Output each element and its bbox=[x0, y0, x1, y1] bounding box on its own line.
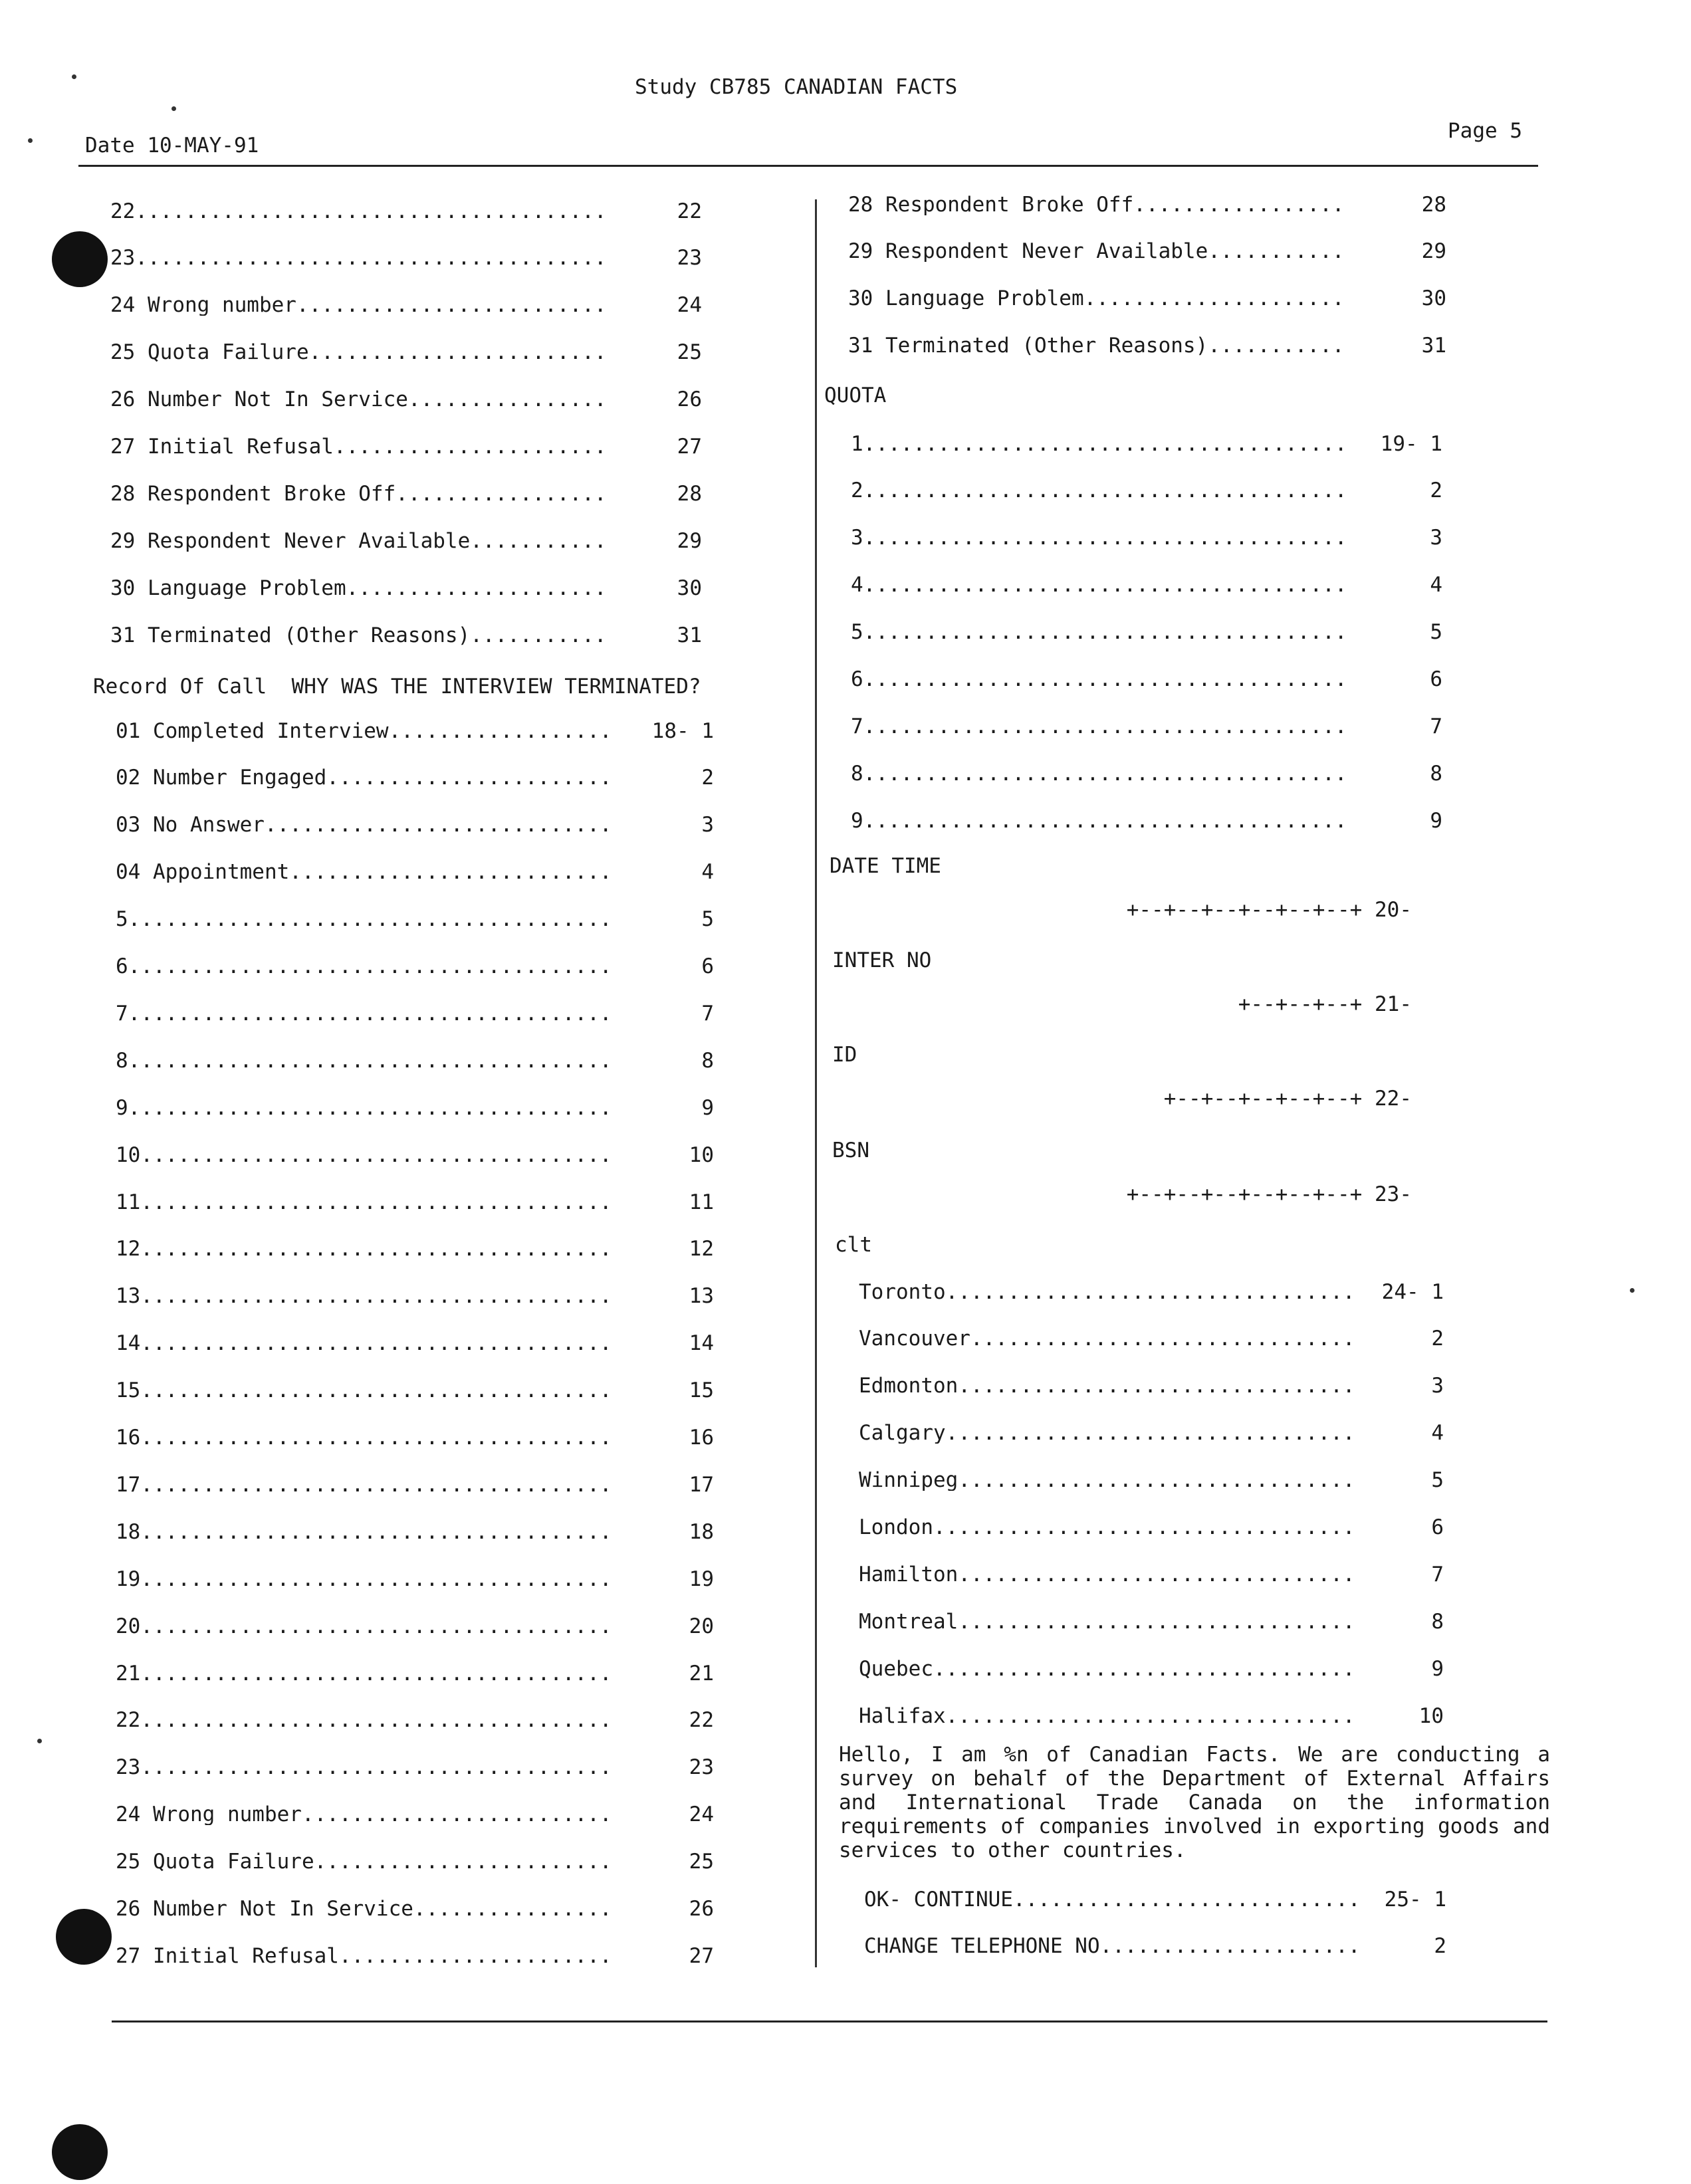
record-of-call-row-code: 22 bbox=[689, 1708, 714, 1733]
city-row bbox=[859, 1561, 1444, 1588]
city-row bbox=[859, 1656, 1444, 1682]
record-of-call-row bbox=[116, 1047, 714, 1074]
dot-leader: ............................... bbox=[970, 1329, 1355, 1350]
dot-leader: ...................................... bbox=[140, 1333, 612, 1355]
record-of-call-row-code: 17 bbox=[689, 1472, 714, 1497]
dot-leader: ....................... bbox=[326, 768, 612, 789]
quota-row-code: 6 bbox=[1430, 667, 1442, 691]
record-of-call-row-code: 20 bbox=[689, 1614, 714, 1638]
quota-row-label: 8....................................... bbox=[851, 764, 1356, 784]
quota-row bbox=[851, 667, 1442, 693]
city-row-label: Montreal................................ bbox=[859, 1612, 1364, 1632]
record-of-call-row-label: 26 Number Not In Service................ bbox=[116, 1899, 621, 1919]
quota-row-code: 9 bbox=[1430, 808, 1442, 833]
record-of-call-row-code: 19 bbox=[689, 1567, 714, 1591]
page-number: Page 5 bbox=[1448, 119, 1522, 143]
record-of-call-row-code: 27 bbox=[689, 1943, 714, 1968]
city-row-label: Hamilton................................ bbox=[859, 1565, 1364, 1585]
response-row-code: 28 bbox=[1421, 192, 1446, 217]
record-of-call-row bbox=[116, 718, 714, 744]
response-row bbox=[110, 198, 702, 225]
record-of-call-row-label: 5....................................... bbox=[116, 909, 621, 930]
city-row-code: 10 bbox=[1418, 1703, 1444, 1728]
dot-leader: ....................................... bbox=[128, 1097, 612, 1119]
dot-leader: ..................... bbox=[1099, 1936, 1361, 1957]
record-of-call-row-label: 21...................................... bbox=[116, 1664, 621, 1684]
record-of-call-row bbox=[116, 1425, 714, 1452]
dot-leader: ...................................... bbox=[140, 1145, 612, 1166]
record-of-call-row-label: 18...................................... bbox=[116, 1522, 621, 1543]
response-row-code: 30 bbox=[1421, 286, 1446, 311]
response-row-label: 25 Quota Failure........................ bbox=[110, 342, 616, 363]
id-boxes: +--+--+--+--+--+ 22- bbox=[1163, 1087, 1412, 1111]
dot-leader: ....................................... bbox=[863, 763, 1347, 784]
quota-row-code: 4 bbox=[1430, 573, 1442, 598]
record-of-call-row-code: 2 bbox=[701, 766, 714, 790]
record-of-call-row-code: 8 bbox=[701, 1048, 714, 1073]
city-row-code: 8 bbox=[1431, 1609, 1444, 1634]
record-of-call-row-code: 11 bbox=[689, 1190, 714, 1214]
response-row bbox=[110, 292, 702, 319]
city-row-code: 6 bbox=[1431, 1515, 1444, 1539]
city-row-label: Edmonton................................ bbox=[859, 1376, 1364, 1396]
record-of-call-row-label: 12...................................... bbox=[116, 1239, 621, 1259]
dot-leader: ...................................... bbox=[140, 1569, 612, 1590]
dot-leader: ....................................... bbox=[863, 481, 1347, 502]
quota-row-code: 19- 1 bbox=[1380, 431, 1442, 456]
record-of-call-row-label: 22...................................... bbox=[116, 1710, 621, 1731]
dot-leader: ....................................... bbox=[863, 716, 1347, 737]
continue-row-label: OK- CONTINUE............................ bbox=[864, 1890, 1369, 1910]
dot-leader: ...................................... bbox=[140, 1239, 612, 1260]
dot-leader: ...................................... bbox=[140, 1192, 612, 1213]
dot-leader: ....................................... bbox=[863, 528, 1347, 549]
record-of-call-row-label: 24 Wrong number......................... bbox=[116, 1804, 621, 1825]
record-of-call-row-code: 3 bbox=[701, 813, 714, 837]
record-of-call-row-code: 6 bbox=[701, 954, 714, 978]
dot-leader: ................................. bbox=[945, 1423, 1355, 1444]
scan-speck bbox=[28, 138, 33, 143]
dot-leader: ................................ bbox=[958, 1376, 1355, 1397]
dot-leader: ................................ bbox=[958, 1470, 1355, 1491]
city-row-label: London.................................. bbox=[859, 1517, 1364, 1538]
footer-rule bbox=[112, 2020, 1547, 2022]
record-of-call-row bbox=[116, 1189, 714, 1216]
record-of-call-row-label: 14...................................... bbox=[116, 1333, 621, 1354]
record-of-call-row-code: 24 bbox=[689, 1802, 714, 1827]
dot-leader: ...................................... bbox=[140, 1380, 612, 1402]
punch-hole-middle bbox=[56, 1909, 112, 1965]
response-row-label: 31 Terminated (Other Reasons)........... bbox=[110, 625, 616, 646]
record-of-call-row bbox=[116, 1142, 714, 1168]
dot-leader: ......................... bbox=[301, 1804, 612, 1826]
dot-leader: ...................................... bbox=[135, 201, 607, 222]
header-rule bbox=[78, 165, 1538, 167]
dot-leader: ....................................... bbox=[128, 956, 612, 977]
quota-row bbox=[851, 713, 1442, 740]
continue-row bbox=[864, 1933, 1446, 1960]
record-of-call-row bbox=[116, 1707, 714, 1734]
city-row-code: 2 bbox=[1431, 1327, 1444, 1351]
record-of-call-row-code: 4 bbox=[701, 860, 714, 885]
quota-row bbox=[851, 431, 1442, 457]
continue-row-code: 2 bbox=[1434, 1934, 1446, 1959]
dot-leader: .......................... bbox=[289, 862, 612, 883]
response-row-code: 27 bbox=[677, 435, 702, 459]
record-of-call-row-code: 25 bbox=[689, 1850, 714, 1874]
quota-row bbox=[851, 478, 1442, 504]
city-row bbox=[859, 1326, 1444, 1353]
record-of-call-row-label: 6....................................... bbox=[116, 956, 621, 977]
dot-leader: ....................................... bbox=[863, 622, 1347, 643]
dot-leader: ................. bbox=[395, 483, 607, 504]
record-of-call-row bbox=[116, 1236, 714, 1263]
quota-row bbox=[851, 572, 1442, 599]
scan-speck bbox=[171, 106, 176, 111]
record-of-call-row bbox=[116, 1943, 714, 1969]
dot-leader: .................................. bbox=[933, 1517, 1355, 1538]
record-of-call-row bbox=[116, 1566, 714, 1592]
quota-row-label: 6....................................... bbox=[851, 669, 1356, 690]
response-row-code: 26 bbox=[677, 387, 702, 412]
record-of-call-row-code: 9 bbox=[701, 1095, 714, 1120]
inter-no-boxes: +--+--+--+ 21- bbox=[1238, 992, 1412, 1016]
response-row bbox=[848, 239, 1446, 265]
city-row bbox=[859, 1468, 1444, 1494]
response-row bbox=[848, 333, 1446, 360]
dot-leader: ....................................... bbox=[128, 1050, 612, 1071]
response-row-label: 31 Terminated (Other Reasons)........... bbox=[848, 336, 1353, 356]
record-of-call-row bbox=[116, 859, 714, 886]
column-divider bbox=[815, 199, 817, 1967]
dot-leader: ....................................... bbox=[128, 909, 612, 930]
dot-leader: ...................................... bbox=[140, 1663, 612, 1684]
record-of-call-row-code: 26 bbox=[689, 1897, 714, 1921]
response-row-label: 24 Wrong number......................... bbox=[110, 295, 616, 316]
quota-row-label: 5....................................... bbox=[851, 622, 1356, 643]
dot-leader: ..................... bbox=[1083, 288, 1345, 310]
quota-row bbox=[851, 760, 1442, 787]
city-row-label: Winnipeg................................ bbox=[859, 1470, 1364, 1491]
quota-row bbox=[851, 525, 1442, 552]
city-row-label: Halifax................................. bbox=[859, 1706, 1364, 1727]
quota-heading: QUOTA bbox=[824, 383, 887, 407]
record-of-call-row bbox=[116, 1378, 714, 1404]
dot-leader: ...................................... bbox=[140, 1521, 612, 1543]
dot-leader: ...................................... bbox=[140, 1286, 612, 1307]
date-time-heading: DATE TIME bbox=[830, 854, 941, 878]
city-row-code: 3 bbox=[1431, 1374, 1444, 1398]
record-of-call-row-label: 23...................................... bbox=[116, 1757, 621, 1778]
quota-row bbox=[851, 619, 1442, 646]
dot-leader: ...................... bbox=[338, 1945, 612, 1967]
response-row-label: 28 Respondent Broke Off................. bbox=[848, 195, 1353, 215]
city-row-label: Quebec.................................. bbox=[859, 1659, 1364, 1680]
response-row-code: 29 bbox=[677, 528, 702, 553]
response-row-code: 29 bbox=[1421, 239, 1446, 264]
dot-leader: ......................... bbox=[296, 295, 607, 316]
city-row-code: 4 bbox=[1431, 1421, 1444, 1446]
record-of-call-row-label: 01 Completed Interview.................. bbox=[116, 721, 621, 742]
dot-leader: ....................................... bbox=[863, 575, 1347, 596]
city-row-code: 5 bbox=[1431, 1468, 1444, 1493]
dot-leader: ........... bbox=[1208, 336, 1345, 357]
record-of-call-row bbox=[116, 1283, 714, 1310]
dot-leader: ........................ bbox=[308, 342, 607, 364]
record-of-call-row-label: 27 Initial Refusal...................... bbox=[116, 1946, 621, 1967]
response-row bbox=[110, 575, 702, 601]
response-row-label: 28 Respondent Broke Off................. bbox=[110, 484, 616, 504]
response-row-code: 24 bbox=[677, 293, 702, 318]
dot-leader: ...................................... bbox=[140, 1710, 612, 1731]
continue-row bbox=[864, 1886, 1446, 1913]
response-row bbox=[110, 434, 702, 461]
record-of-call-row-label: 02 Number Engaged....................... bbox=[116, 768, 621, 788]
city-row-code: 7 bbox=[1431, 1562, 1444, 1586]
dot-leader: ................................ bbox=[958, 1564, 1355, 1585]
record-of-call-row-label: 11...................................... bbox=[116, 1192, 621, 1213]
dot-leader: ................. bbox=[1133, 194, 1345, 215]
response-row bbox=[110, 245, 702, 272]
response-row-label: 27 Initial Refusal...................... bbox=[110, 437, 616, 457]
record-of-call-row bbox=[116, 954, 714, 980]
punch-hole-top bbox=[52, 231, 108, 287]
dot-leader: ................ bbox=[413, 1899, 612, 1919]
quota-row-code: 8 bbox=[1430, 761, 1442, 786]
quota-row-label: 1....................................... bbox=[851, 434, 1356, 455]
record-of-call-row-label: 8....................................... bbox=[116, 1051, 621, 1071]
city-row bbox=[859, 1420, 1444, 1447]
intro-paragraph: Hello, I am %n of Canadian Facts. We are conducting a survey on behalf of the Department of External Affairs and International Trade Canada on the information requirements of companies involved in exporting goods and services to other countries. bbox=[839, 1743, 1550, 1862]
dot-leader: ...................................... bbox=[140, 1428, 612, 1448]
quota-row bbox=[851, 808, 1442, 834]
dot-leader: ...................... bbox=[333, 437, 607, 457]
city-row-label: Vancouver............................... bbox=[859, 1329, 1364, 1349]
record-of-call-row-label: 7....................................... bbox=[116, 1004, 621, 1024]
record-of-call-row bbox=[116, 907, 714, 933]
scan-speck bbox=[37, 1739, 42, 1743]
report-date: Date 10-MAY-91 bbox=[85, 134, 259, 158]
dot-leader: ....................................... bbox=[128, 1003, 612, 1024]
record-of-call-row bbox=[116, 1896, 714, 1923]
dot-leader: .................................. bbox=[933, 1658, 1355, 1680]
response-row bbox=[110, 340, 702, 366]
page-title: Study CB785 CANADIAN FACTS bbox=[635, 75, 958, 99]
response-row-label: 29 Respondent Never Available........... bbox=[848, 241, 1353, 262]
response-row bbox=[848, 286, 1446, 312]
response-row-code: 28 bbox=[677, 481, 702, 506]
date-time-boxes: +--+--+--+--+--+--+ 20- bbox=[1126, 898, 1412, 922]
record-of-call-row-code: 18 bbox=[689, 1519, 714, 1544]
dot-leader: ...................................... bbox=[135, 248, 607, 269]
bsn-heading: BSN bbox=[832, 1139, 869, 1162]
response-row-label: 23...................................... bbox=[110, 248, 616, 269]
dot-leader: .................. bbox=[388, 720, 612, 742]
response-row-code: 23 bbox=[677, 246, 702, 271]
record-of-call-row bbox=[116, 765, 714, 792]
response-row bbox=[110, 622, 702, 649]
id-heading: ID bbox=[832, 1043, 857, 1067]
record-of-call-row-code: 16 bbox=[689, 1426, 714, 1450]
city-row-label: Calgary................................. bbox=[859, 1423, 1364, 1444]
record-of-call-row-code: 5 bbox=[701, 907, 714, 932]
dot-leader: ....................................... bbox=[863, 810, 1347, 831]
record-of-call-row bbox=[116, 1000, 714, 1027]
record-of-call-row-label: 17...................................... bbox=[116, 1475, 621, 1495]
quota-row-label: 2....................................... bbox=[851, 481, 1356, 501]
bsn-boxes: +--+--+--+--+--+--+ 23- bbox=[1126, 1182, 1412, 1206]
record-of-call-row-label: 10...................................... bbox=[116, 1145, 621, 1166]
response-row bbox=[110, 387, 702, 413]
record-of-call-row-label: 03 No Answer............................ bbox=[116, 815, 621, 835]
city-row-code: 24- 1 bbox=[1381, 1279, 1444, 1304]
record-of-call-row-code: 21 bbox=[689, 1661, 714, 1686]
city-row-label: Toronto................................. bbox=[859, 1282, 1364, 1303]
record-of-call-row-code: 7 bbox=[701, 1001, 714, 1026]
quota-row-label: 3....................................... bbox=[851, 528, 1356, 548]
record-of-call-row-code: 15 bbox=[689, 1378, 714, 1403]
quota-row-label: 4....................................... bbox=[851, 575, 1356, 596]
dot-leader: ....................................... bbox=[863, 433, 1347, 455]
record-of-call-row-label: 25 Quota Failure........................ bbox=[116, 1852, 621, 1872]
dot-leader: ...................................... bbox=[140, 1474, 612, 1495]
response-row bbox=[110, 481, 702, 507]
dot-leader: ....................................... bbox=[863, 669, 1347, 690]
quota-row-code: 7 bbox=[1430, 714, 1442, 738]
punch-hole-bottom bbox=[52, 2124, 108, 2180]
dot-leader: ................................ bbox=[958, 1611, 1355, 1632]
dot-leader: ............................ bbox=[1012, 1889, 1361, 1910]
response-row bbox=[848, 191, 1446, 218]
record-of-call-row bbox=[116, 812, 714, 839]
dot-leader: ................................. bbox=[945, 1705, 1355, 1727]
dot-leader: ...................................... bbox=[140, 1757, 612, 1779]
response-row-label: 30 Language Problem..................... bbox=[110, 578, 616, 599]
record-of-call-row-code: 12 bbox=[689, 1237, 714, 1261]
record-of-call-row bbox=[116, 1519, 714, 1545]
response-row-label: 30 Language Problem..................... bbox=[848, 288, 1353, 309]
record-of-call-row-code: 13 bbox=[689, 1284, 714, 1309]
city-row bbox=[859, 1373, 1444, 1400]
record-of-call-row-code: 10 bbox=[689, 1143, 714, 1167]
record-of-call-row bbox=[116, 1802, 714, 1828]
response-row-code: 31 bbox=[1421, 334, 1446, 358]
continue-row-label: CHANGE TELEPHONE NO..................... bbox=[864, 1936, 1369, 1957]
record-of-call-heading: Record Of Call WHY WAS THE INTERVIEW TERMINATED? bbox=[93, 675, 701, 699]
record-of-call-row bbox=[116, 1331, 714, 1357]
response-row-code: 31 bbox=[677, 623, 702, 647]
quota-row-code: 3 bbox=[1430, 526, 1442, 550]
record-of-call-row-label: 15...................................... bbox=[116, 1380, 621, 1401]
record-of-call-row bbox=[116, 1849, 714, 1876]
dot-leader: ..................... bbox=[346, 578, 607, 599]
scan-speck bbox=[72, 74, 76, 79]
city-row bbox=[859, 1279, 1444, 1305]
record-of-call-row-code: 23 bbox=[689, 1755, 714, 1780]
response-row-label: 26 Number Not In Service................ bbox=[110, 389, 616, 410]
response-row-label: 22...................................... bbox=[110, 201, 616, 222]
response-row bbox=[110, 528, 702, 554]
record-of-call-row bbox=[116, 1472, 714, 1498]
record-of-call-row-label: 13...................................... bbox=[116, 1286, 621, 1307]
quota-row-code: 5 bbox=[1430, 620, 1442, 645]
record-of-call-row-label: 04 Appointment.......................... bbox=[116, 862, 621, 883]
continue-row-code: 25- 1 bbox=[1384, 1887, 1446, 1911]
inter-no-heading: INTER NO bbox=[832, 948, 932, 972]
dot-leader: ...................................... bbox=[140, 1616, 612, 1637]
dot-leader: ........... bbox=[1208, 241, 1345, 263]
quota-row-code: 2 bbox=[1430, 479, 1442, 503]
response-row-code: 25 bbox=[677, 340, 702, 365]
dot-leader: ................ bbox=[407, 389, 607, 411]
record-of-call-row-label: 20...................................... bbox=[116, 1616, 621, 1637]
record-of-call-row-code: 14 bbox=[689, 1331, 714, 1356]
scan-speck bbox=[1630, 1288, 1635, 1293]
city-row bbox=[859, 1515, 1444, 1541]
city-row bbox=[859, 1703, 1444, 1729]
record-of-call-row bbox=[116, 1660, 714, 1687]
record-of-call-row-label: 19...................................... bbox=[116, 1569, 621, 1590]
dot-leader: ........................ bbox=[314, 1852, 612, 1873]
dot-leader: ........... bbox=[470, 530, 607, 552]
dot-leader: ................................. bbox=[945, 1281, 1355, 1303]
record-of-call-row-code: 18- 1 bbox=[651, 718, 714, 743]
quota-row-label: 7....................................... bbox=[851, 716, 1356, 737]
dot-leader: ............................ bbox=[264, 815, 612, 836]
response-row-label: 29 Respondent Never Available........... bbox=[110, 531, 616, 552]
record-of-call-row bbox=[116, 1095, 714, 1121]
response-row-code: 22 bbox=[677, 199, 702, 223]
city-row bbox=[859, 1608, 1444, 1635]
clt-heading: clt bbox=[835, 1233, 872, 1257]
record-of-call-row bbox=[116, 1755, 714, 1781]
quota-row-label: 9....................................... bbox=[851, 811, 1356, 831]
response-row-code: 30 bbox=[677, 576, 702, 600]
dot-leader: ........... bbox=[470, 625, 607, 646]
record-of-call-row-label: 16...................................... bbox=[116, 1428, 621, 1448]
record-of-call-row bbox=[116, 1613, 714, 1640]
record-of-call-row-label: 9....................................... bbox=[116, 1098, 621, 1119]
city-row-code: 9 bbox=[1431, 1656, 1444, 1681]
